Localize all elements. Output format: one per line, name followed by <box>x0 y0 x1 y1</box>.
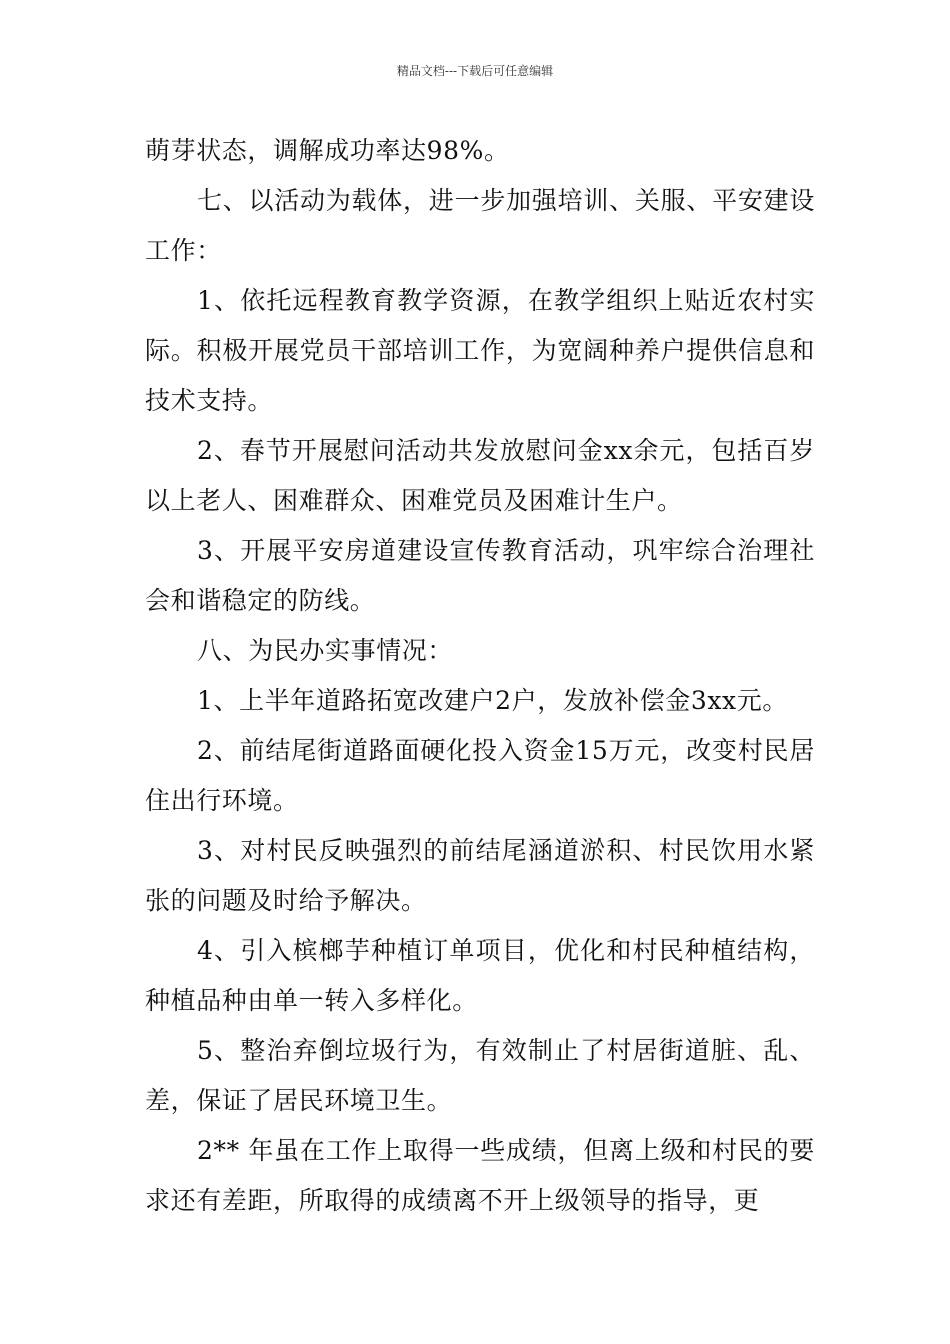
paragraph-item-8-1: 1、上半年道路拓宽改建户2户，发放补偿金3xx元。 <box>197 686 788 715</box>
document-body <box>145 126 815 1226</box>
page-header: 精品文档---下载后可任意编辑 <box>396 64 554 78</box>
paragraph-item-8-4: 4、引入槟榔芋种植订单项目，优化和村民种植结构，种植品种由单一转入多样化。 <box>145 936 815 1015</box>
paragraph-item-8-2: 2、前结尾街道路面硬化投入资金15万元，改变村民居住出行环境。 <box>145 736 815 815</box>
paragraph-item-7-1: 1、依托远程教育教学资源，在教学组织上贴近农村实际。积极开展党员干部培训工作，为宽阔种养户提供信息和技术支持。 <box>145 286 815 415</box>
paragraph-item-7-2: 2、春节开展慰问活动共发放慰问金xx余元，包括百岁以上老人、困难群众、困难党员及困难计生户。 <box>145 436 815 515</box>
section-heading-7: 七、以活动为载体，进一步加强培训、关服、平安建设工作： <box>145 186 815 265</box>
paragraph-summary: 2** 年虽在工作上取得一些成绩，但离上级和村民的要求还有差距，所取得的成绩离不开上级领导的指导，更 <box>145 1136 815 1215</box>
paragraph-item-7-3: 3、开展平安房道建设宣传教育活动，巩牢综合治理社会和谐稳定的防线。 <box>145 536 815 615</box>
paragraph-continuation: 萌芽状态，调解成功率达98%。 <box>145 136 510 165</box>
section-heading-8: 八、为民办实事情况： <box>197 636 454 665</box>
paragraph-item-8-5: 5、整治弃倒垃圾行为，有效制止了村居街道脏、乱、差，保证了居民环境卫生。 <box>145 1036 815 1115</box>
paragraph-item-8-3: 3、对村民反映强烈的前结尾涵道淤积、村民饮用水紧张的问题及时给予解决。 <box>145 836 815 915</box>
